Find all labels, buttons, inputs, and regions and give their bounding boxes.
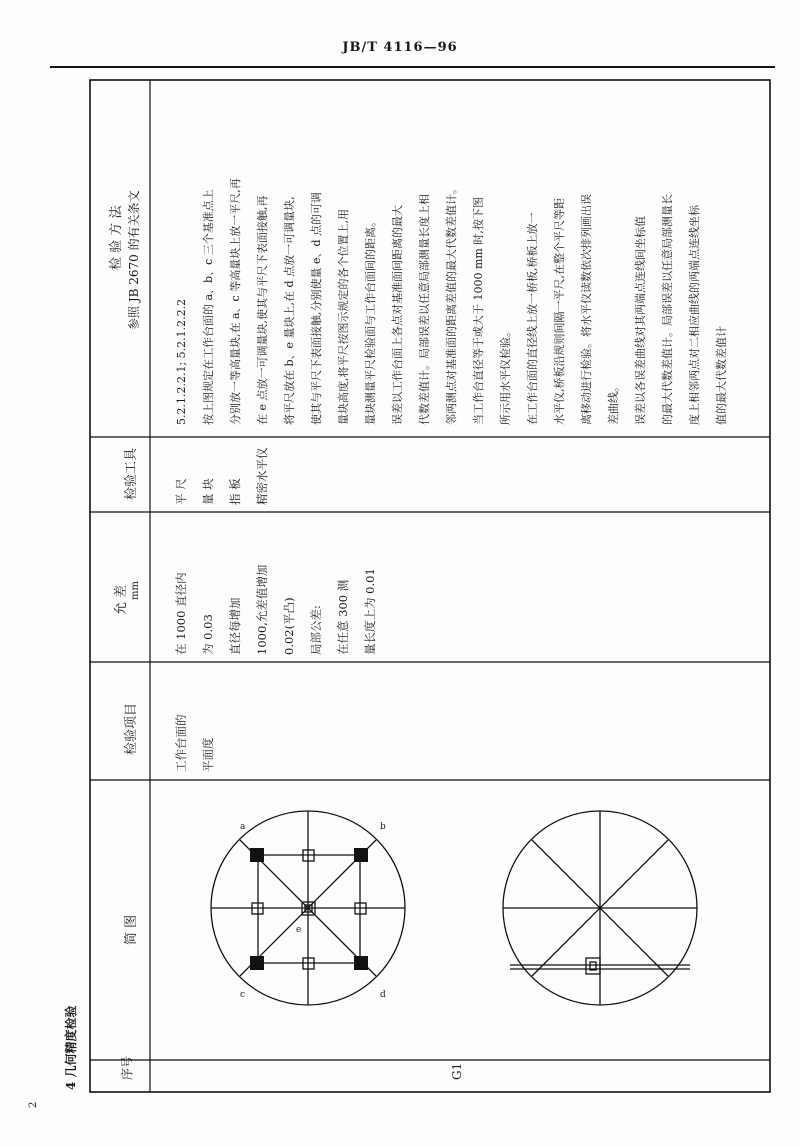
method-line-11: 邻两测点对基准面的距离差值的最大代数差值计。 — [445, 183, 458, 425]
item-line-1: 工作台面的 — [174, 714, 188, 772]
method-line-17: 差曲线。 — [607, 381, 620, 425]
tolerance-line-6: 局部公差: — [309, 605, 323, 655]
tolerance-line-4: 1000,允差值增加 — [255, 564, 269, 655]
method-line-8: 量块测量平尺检验面与工作台面间的距离。 — [364, 216, 377, 425]
page-number: 2 — [28, 1101, 39, 1108]
method-line-18: 误差以各误差曲线对其两端点连线间坐标值 — [634, 216, 647, 425]
col-header-seq: 序号 — [120, 1055, 134, 1080]
method-line-14: 在工作台面的直径线上放一桥板,桥板上放一 — [526, 212, 539, 425]
tool-line-1: 平 尺 — [174, 478, 188, 505]
tool-line-4: 精密水平仪 — [255, 447, 269, 505]
tolerance-line-1: 在 1000 直径内 — [174, 572, 188, 655]
label-point-a: a — [240, 822, 246, 832]
col-header-tolerance: 允 差 — [114, 584, 129, 615]
col-header-figure: 简 图 — [124, 914, 139, 945]
method-line-4: 在 e 点放一可调量块,使其与平尺下表面接触,再 — [256, 195, 269, 425]
method-line-5: 将平尺放在 b、e 量块上,在 d 点放一可调量块, — [283, 196, 296, 425]
method-line-3: 分别放一等高量块,在 a、c 等高量块上放一平尺,再 — [229, 178, 242, 425]
method-line-2: 按上图规定在工作台面的 a、b、c 三个基准点上 — [202, 189, 215, 425]
level-instrument — [586, 958, 600, 974]
method-line-1: 5.2.1.2.2.1; 5.2.1.2.2.2 — [175, 298, 188, 425]
method-line-20: 度上相邻两点对二相应曲线的两端点连线坐标 — [688, 205, 701, 425]
method-line-10: 代数差值计。局部误差以任意局部测量长度上相 — [418, 194, 431, 425]
method-line-16: 离移动进行检验。将水平仪读数依次排列画出误 — [580, 194, 593, 425]
col-header-tool: 检验工具 — [124, 447, 139, 500]
label-point-c: c — [240, 990, 246, 1000]
tool-line-2: 量 块 — [201, 478, 215, 505]
item-line-2: 平面度 — [201, 737, 215, 772]
method-line-15: 水平仪,桥板沿规则间隔一平尺,在整个平尺等距 — [553, 198, 566, 425]
tolerance-line-3: 直径每增加 — [228, 597, 242, 655]
section-title: 4 几何精度检验 — [64, 1005, 78, 1090]
method-line-19: 的最大代数差值计。局部误差以任意局部测量长 — [661, 194, 674, 425]
tolerance-line-7: 在任意 300 测 — [336, 579, 350, 655]
row-seq: G1 — [450, 1062, 464, 1080]
method-line-7: 量块高度,将平尺按图示规定的各个位置上,用 — [337, 209, 350, 425]
label-point-d: d — [380, 990, 386, 1000]
tool-line-3: 指 板 — [228, 478, 242, 505]
method-line-21: 值的最大代数差值计 — [715, 326, 728, 425]
method-line-13: 所示用水平仪检验。 — [499, 326, 512, 425]
method-line-9: 误差以工作台面上各点对基准面间距离的最大 — [391, 205, 404, 425]
label-point-b: b — [380, 822, 386, 832]
method-line-12: 当工作台直径等于或大于 1000 mm 时,按下图 — [472, 197, 485, 425]
col-header-tolerance-unit: mm — [130, 581, 141, 600]
label-point-e: e — [296, 925, 302, 935]
tolerance-line-8: 量长度上为 0.01 — [363, 568, 377, 655]
flatness-diagram-top — [211, 811, 405, 1005]
col-header-method-1: 检 验 方 法 — [109, 205, 124, 270]
col-header-item: 检验项目 — [124, 702, 139, 755]
tolerance-line-5: 0.02(平凸) — [282, 597, 296, 655]
col-header-method-2: 参照 JB 2670 的有关条文 — [127, 190, 141, 330]
tolerance-line-2: 为 0.03 — [201, 614, 215, 655]
method-line-6: 使其与平尺下表面接触,分别使量 e、d 点的可调 — [310, 191, 323, 425]
flatness-diagram-level — [503, 811, 697, 1005]
standard-code: JB/T 4116—96 — [342, 40, 458, 55]
